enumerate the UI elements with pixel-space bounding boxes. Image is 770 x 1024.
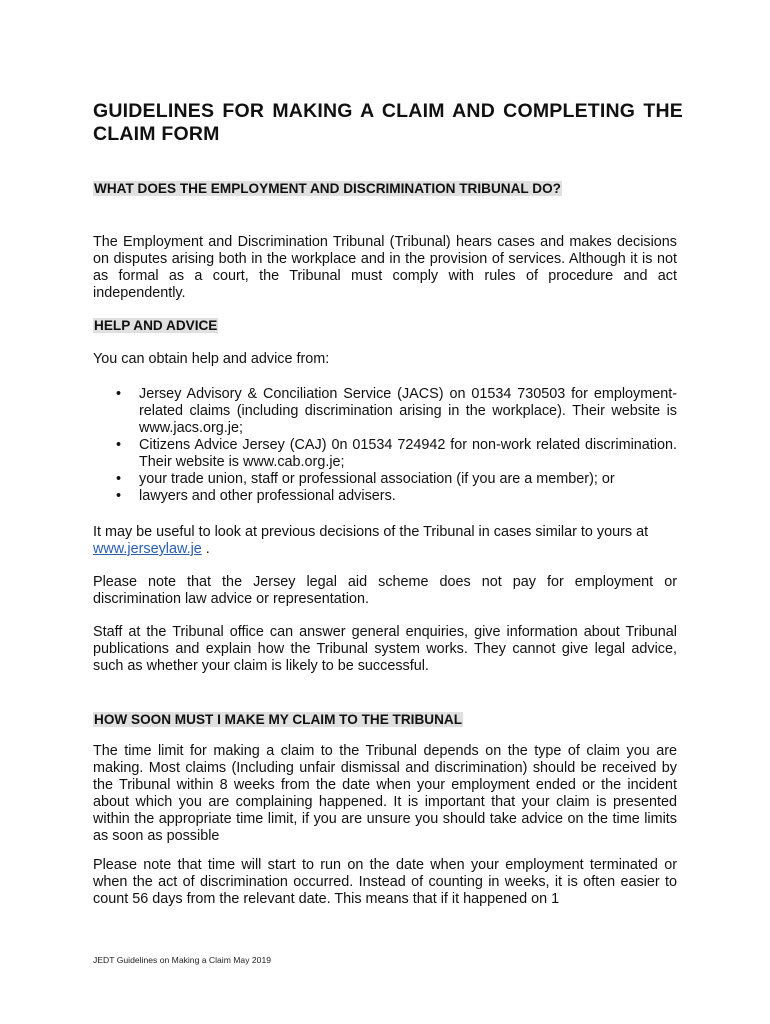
section-heading-tribunal-role [93, 180, 562, 198]
list-item [93, 471, 677, 488]
list-item-text: lawyers and other professional advisers. [139, 488, 396, 504]
bullet-icon: • [116, 488, 122, 504]
bullet-icon: • [116, 471, 122, 487]
list-item [93, 488, 677, 505]
previous-decisions-paragraph [93, 524, 677, 558]
list-item [93, 386, 677, 437]
section-heading-time-limit [93, 711, 463, 729]
section-heading-help-advice-text: HELP AND ADVICE [94, 318, 218, 333]
page-footer: JEDT Guidelines on Making a Claim May 2019 [93, 955, 272, 965]
document-title: GUIDELINES FOR MAKING A CLAIM AND COMPLETING THE CLAIM FORM [93, 100, 683, 145]
bullet-icon: • [116, 437, 122, 453]
previous-decisions-text: It may be useful to look at previous decisions of the Tribunal in cases similar to yours at [93, 524, 649, 540]
previous-decisions-suffix: . [201, 541, 210, 557]
section-heading-help-advice [93, 317, 218, 335]
tribunal-role-paragraph: The Employment and Discrimination Tribunal (Tribunal) hears cases and makes decisions on disputes arising both in the workplace and in the provision of services. Although it is not as formal as a court, the Tribunal must comply with rules of procedure and act independently. [93, 234, 677, 301]
legal-aid-paragraph: Please note that the Jersey legal aid scheme does not pay for employment or discrimination law advice or representation. [93, 574, 677, 607]
time-limit-paragraph: The time limit for making a claim to the Tribunal depends on the type of claim you are making. Most claims (Including unfair dismissal and discrimination) should be received by the Tribunal within 8 weeks from the date when your employment ended or the incident about which you are complaining happened. It is important that your claim is presented within the appropriate time limit, if you are unsure you should take advice on the time limits as soon as possible [93, 743, 677, 844]
tribunal-staff-paragraph: Staff at the Tribunal office can answer general enquiries, give information about Tribunal publications and explain how the Tribunal system works. They cannot give legal advice, such as whether your claim is likely to be successful. [93, 624, 677, 674]
list-item-text: Jersey Advisory & Conciliation Service (JACS) on 01534 730503 for employment-related claims (including discrimination arising in the workplace). Their website is www.jacs.org.je; [139, 386, 677, 436]
help-sources-list [93, 386, 677, 505]
help-intro-paragraph: You can obtain help and advice from: [93, 351, 330, 367]
list-item-text: your trade union, staff or professional association (if you are a member); or [139, 471, 615, 487]
bullet-icon: • [116, 386, 122, 402]
list-item-text: Citizens Advice Jersey (CAJ) 0n 01534 724942 for non-work related discrimination. Their website is www.cab.org.je; [139, 437, 677, 470]
time-calculation-paragraph: Please note that time will start to run on the date when your employment terminated or when the act of discrimination occurred. Instead of counting in weeks, it is often easier to count 56 days from the relevant date. This means that if it happened on 1 [93, 857, 677, 907]
section-heading-time-limit-text: HOW SOON MUST I MAKE MY CLAIM TO THE TRIBUNAL [94, 712, 463, 727]
list-item [93, 437, 677, 471]
section-heading-tribunal-role-text: WHAT DOES THE EMPLOYMENT AND DISCRIMINATION TRIBUNAL DO? [94, 181, 561, 196]
jerseylaw-link[interactable]: www.jerseylaw.je [93, 541, 202, 557]
